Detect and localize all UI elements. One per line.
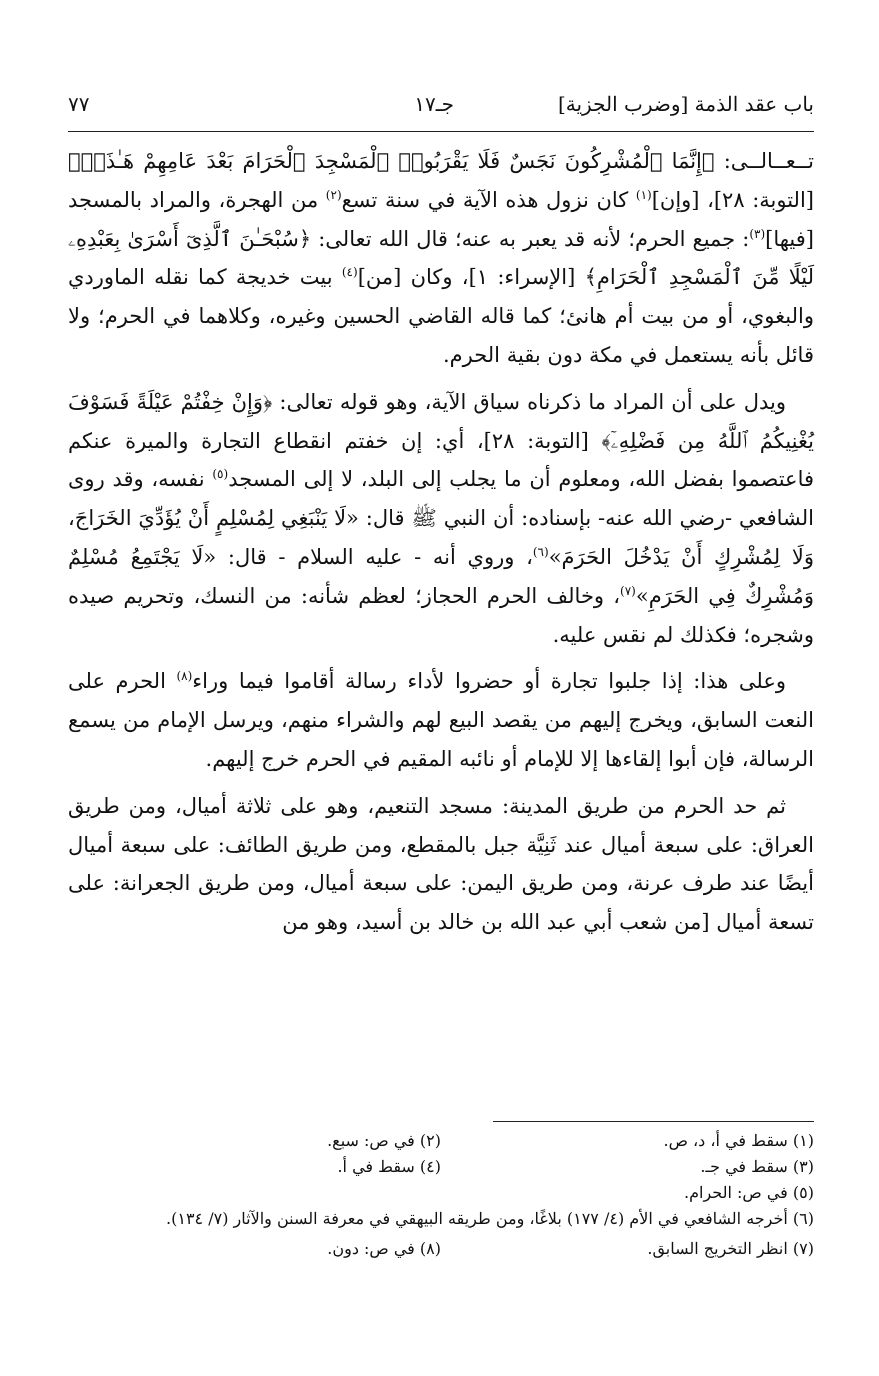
text-span: ، وخالف الحرم الحجاز؛ لعظم شأنه: من النسك، وتحريم صيده وشجره؛ فكذلك لم نقس عليه. bbox=[68, 583, 814, 647]
footnote-5: (٥) في ص: الحرام. bbox=[684, 1183, 814, 1202]
quran-verse: ﴿سُبْحَـٰنَ ٱلَّذِىٓ أَسْرَىٰ بِعَبْدِهِۦ لَيْلًا مِّنَ ٱلْمَسْجِدِ ٱلْحَرَامِ﴾ bbox=[68, 226, 815, 290]
footnote-ref-5[interactable]: (٥) bbox=[212, 467, 229, 482]
footnote-3: (٣) سقط في جـ. bbox=[700, 1157, 814, 1176]
footnote-6: (٦) أخرجه الشافعي في الأم (٤/ ١٧٧) بلاغًا، ومن طريقه البيهقي في معرفة السنن والآثار (٧/ ١٣٤). bbox=[166, 1209, 814, 1228]
footnote-ref-7[interactable]: (٧) bbox=[620, 583, 636, 598]
text-span: [التوبة: ٢٨]، [وإن] bbox=[651, 187, 814, 212]
footnotes bbox=[68, 1128, 814, 1262]
footnote-row bbox=[68, 1154, 814, 1180]
paragraph-3 bbox=[68, 662, 814, 778]
footnote-row bbox=[68, 1206, 814, 1232]
page-header bbox=[68, 92, 814, 124]
footnote-ref-2[interactable]: (٢) bbox=[325, 187, 342, 202]
footnote-row bbox=[68, 1128, 814, 1154]
quran-verse: ﴿وَإِنْ خِفْتُمْ عَيْلَةً فَسَوْفَ يُغْنِيكُمُ ٱللَّهُ مِن فَضْلِهِۦٓ﴾ bbox=[68, 389, 814, 453]
text-span: وعلى هذا: إذا جلبوا تجارة أو حضروا لأداء رسالة أقاموا فيما وراء bbox=[192, 669, 786, 694]
footnote-ref-1[interactable]: (١) bbox=[635, 187, 652, 202]
text-span: ، وروي أنه - عليه السلام - قال: «لَا يَجْتَمِعُ مُسْلِمٌ وَمُشْرِكٌ فِي الحَرَمِ» bbox=[68, 544, 814, 608]
text-span: : جميع الحرم؛ لأنه قد يعبر به عنه؛ قال الله تعالى: bbox=[311, 226, 750, 251]
chapter-title: باب عقد الذمة [وضرب الجزية] bbox=[557, 92, 814, 116]
footnote-ref-8[interactable]: (٨) bbox=[176, 669, 193, 684]
footnote-7: (٧) انظر التخريج السابق. bbox=[647, 1239, 814, 1258]
footnote-4: (٤) سقط في أ. bbox=[337, 1157, 441, 1176]
footnote-ref-3[interactable]: (٣) bbox=[749, 226, 766, 241]
text-span: ويدل على أن المراد ما ذكرناه سياق الآية، وهو قوله تعالى: bbox=[272, 389, 786, 414]
footnote-1: (١) سقط في أ، د، ص. bbox=[663, 1131, 814, 1150]
text-span: نفسه، وقد روى الشافعي -رضي الله عنه- بإسناده: أن النبي ﷺ قال: «لَا يَنْبَغِي لِمُسْلِمٍ أَنْ يُؤَدِّيَ الخَرَاجَ، وَلَا لِمُشْرِكٍ أَنْ يَدْخُلَ الحَرَمَ» bbox=[68, 467, 814, 569]
footnote-row bbox=[68, 1236, 814, 1262]
main-text bbox=[68, 142, 814, 950]
quran-verse: ﴿إِنَّمَا ٱلْمُشْرِكُونَ نَجَسٌ فَلَا يَقْرَبُوا۟ ٱلْمَسْجِدَ ٱلْحَرَامَ بَعْدَ عَامِهِمْ هَـٰذَاۚ﴾ bbox=[68, 149, 715, 173]
text-span: من الهجرة، والمراد بالمسجد [فيها] bbox=[68, 187, 814, 251]
paragraph-4: ثم حد الحرم من طريق المدينة: مسجد التنعيم، وهو على ثلاثة أميال، ومن طريق العراق: على سبعة أميال عند ثَنِيَّة جبل بالمقطع، ومن طريق الطائف: على سبعة أميال أيضًا عند طرف عرنة، ومن طريق اليمن: على سبعة أميال، ومن طريق الجعرانة: على تسعة أميال [من شعب أبي عبد الله بن خالد بن أسيد، وهو من bbox=[68, 793, 814, 935]
footnote-2: (٢) في ص: سبع. bbox=[327, 1131, 441, 1150]
text-span: كان نزول هذه الآية في سنة تسع bbox=[341, 187, 636, 212]
footnote-8: (٨) في ص: دون. bbox=[327, 1239, 441, 1258]
paragraph-1 bbox=[68, 142, 814, 375]
page-number: ٧٧ bbox=[68, 92, 90, 116]
text-span: [الإسراء: ١]، وكان [من] bbox=[357, 265, 585, 290]
text-span: بيت خديجة كما نقله الماوردي والبغوي، أو من بيت أم هانئ؛ كما قاله القاضي الحسين وغيره، وكلاهما في الحرم؛ ولا قائل بأنه يستعمل في مكة دون بقية الحرم. bbox=[68, 265, 814, 367]
header-rule bbox=[68, 131, 814, 132]
text-span: [التوبة: ٢٨]، أي: إن خفتم انقطاع التجارة والميرة عنكم فاعتصموا بفضل الله، ومعلوم أن ما يجلب إلى البلد، لا إلى المسجد bbox=[68, 428, 815, 492]
footnote-ref-6[interactable]: (٦) bbox=[532, 544, 549, 559]
paragraph-2 bbox=[68, 383, 814, 655]
footnote-rule bbox=[493, 1121, 814, 1122]
text-span: تــعــالــى: bbox=[714, 149, 814, 173]
volume-label: جـ١٧ bbox=[414, 92, 454, 116]
footnote-ref-4[interactable]: (٤) bbox=[341, 265, 358, 280]
text-span: الحرم على النعت السابق، ويخرج إليهم من يقصد البيع لهم والشراء منهم، ويرسل الإمام من يسمع الرسالة، فإن أبوا إلقاءها إلا للإمام أو نائبه المقيم في الحرم خرج إليهم. bbox=[68, 669, 814, 771]
footnote-row bbox=[68, 1180, 814, 1206]
